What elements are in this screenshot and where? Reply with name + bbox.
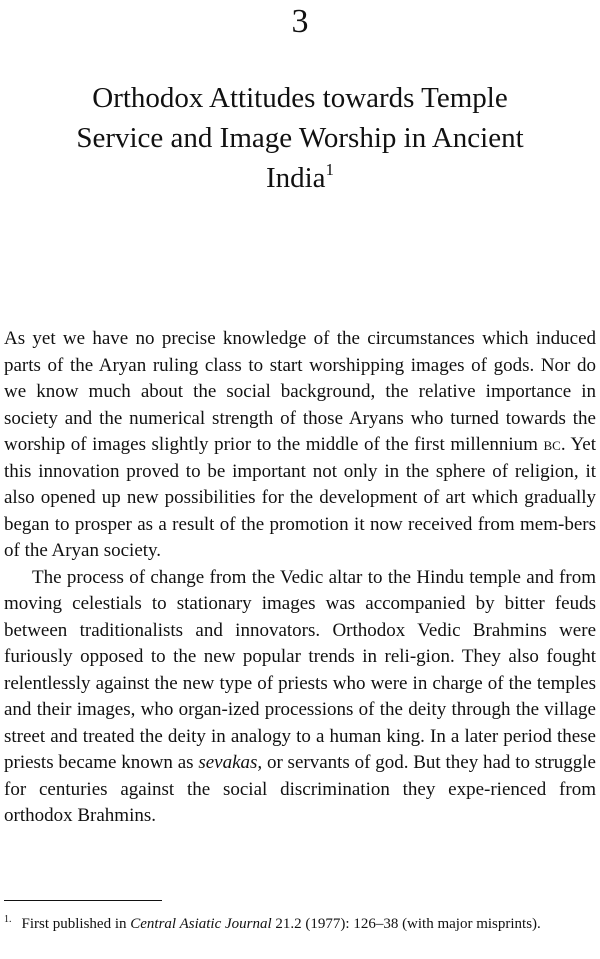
footnote-journal-title: Central Asiatic Journal xyxy=(130,916,272,932)
chapter-title xyxy=(20,78,580,198)
footnote xyxy=(4,916,596,933)
paragraph-2-text-b: or servants of god. But they had to struggle for centuries against the social discrimination they expe-rienced from orthodox Brahmins. xyxy=(4,752,596,826)
footnote-text-a: First published in xyxy=(21,916,131,932)
paragraph-1-text-b: . Yet this innovation proved to be important not only in the sphere of religion, it also opened up new possibilities for the development of art which gradually began to prosper as a result of the promotion it now received from mem-bers of the Aryan society. xyxy=(4,434,596,561)
footnote-divider xyxy=(4,900,162,901)
chapter-title-line-3: India xyxy=(265,162,326,194)
body-text xyxy=(4,326,596,830)
paragraph-1 xyxy=(4,326,596,565)
paragraph-2 xyxy=(4,565,596,830)
italic-term: sevakas, xyxy=(198,752,263,773)
chapter-title-line-2: Service and Image Worship in Ancient xyxy=(76,122,524,154)
paragraph-1-text-a: As yet we have no precise knowledge of the circumstances which induced parts of the Aryan ruling class to start worshipping images of gods. Nor do we know much about the social background, the relative importance in society and the numerical strength of those Aryans who turned towards the worship of images slightly prior to the middle of the first millennium xyxy=(4,328,596,455)
chapter-number: 3 xyxy=(291,3,309,40)
footnote-marker: 1. xyxy=(4,914,12,925)
chapter-title-line-1: Orthodox Attitudes towards Temple xyxy=(92,82,508,114)
footnote-reference: 1 xyxy=(325,160,335,179)
era-abbreviation: bc xyxy=(543,434,561,455)
footnote-text-b: 21.2 (1977): 126–38 (with major misprints). xyxy=(271,916,541,932)
paragraph-2-text-a: The process of change from the Vedic altar to the Hindu temple and from moving celestials to stationary images was accompanied by bitter feuds between traditionalists and innovators. Orthodox Vedic Brahmins were furiously opposed to the new popular trends in reli-gion. They also fought relentlessly against the new type of priests who were in charge of the temples and their images, who organ-ized processions of the deity through the village street and treated the deity in analogy to a human king. In a later period these priests became known as xyxy=(4,566,596,773)
